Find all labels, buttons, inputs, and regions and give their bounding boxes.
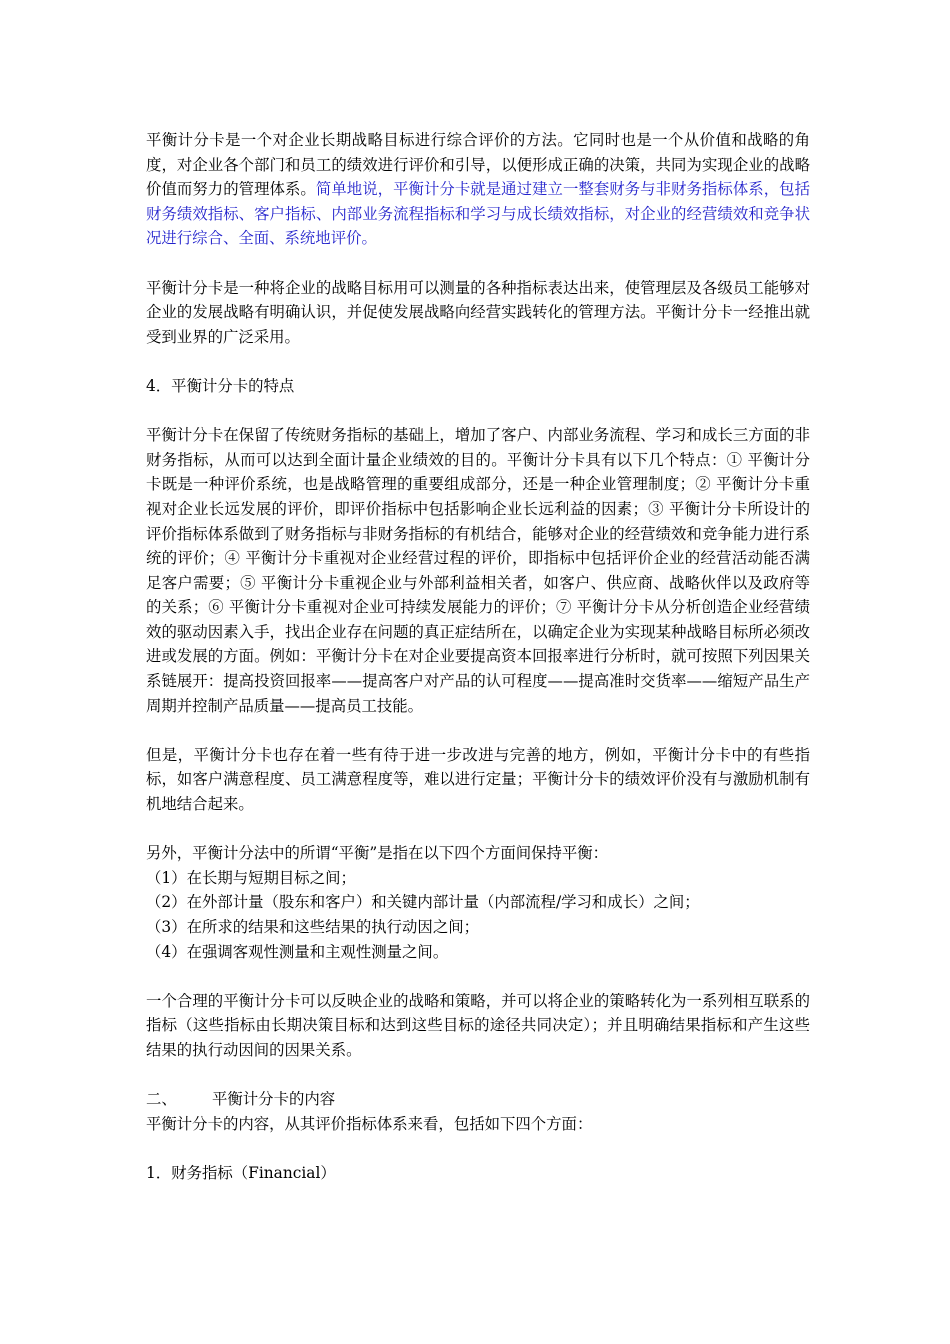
paragraph-gap	[146, 964, 810, 989]
list-item-balance-3: （3）在所求的结果和这些结果的执行动因之间；	[146, 918, 479, 936]
paragraph-gap	[146, 1136, 810, 1161]
heading-features: 4．平衡计分卡的特点	[146, 376, 295, 395]
list-item-balance-1: （1）在长期与短期目标之间；	[146, 868, 356, 887]
paragraph-features: 平衡计分卡在保留了传统财务指标的基础上，增加了客户、内部业务流程、学习和成长三方面的非财务指标，从而可以达到全面计量企业绩效的目的。平衡计分卡具有以下几个特点：① 平衡计分卡既是一种评价系统，也是战略管理的重要组成部分，还是一种企业管理制度；② 平衡计分卡重视对企业长远发展的评价，即评价指标中包括影响企业长远利益的因素；③ 平衡计分卡所设计的评价指标体系做到了财务指标与非财务指标的有机结合，能够对企业的经营绩效和竞争能力进行系统的评价；④ 平衡计分卡重视对企业经营过程的评价，即指标中包括评价企业的经营活动能否满足客户需要；⑤ 平衡计分卡重视企业与外部利益相关者，如客户、供应商、战略伙伴以及政府等的关系；⑥ 平衡计分卡重视对企业可持续发展能力的评价；⑦ 平衡计分卡从分析创造企业经营绩效的驱动因素入手，找出企业存在问题的真正症结所在，以确定企业为实现某种战略目标所必须改进或发展的方面。例如：平衡计分卡在对企业要提高资本回报率进行分析时，就可按照下列因果关系链展开：提高投资回报率——提高客户对产品的认可程度——提高准时交货率——缩短产品生产周期并控制产品质量——提高员工技能。	[146, 426, 810, 715]
paragraph-gap	[146, 399, 810, 424]
paragraph-definition	[146, 128, 810, 251]
paragraph-limitations: 但是，平衡计分卡也存在着一些有待于进一步改进与完善的地方，例如，平衡计分卡中的有些指标，如客户满意程度、员工满意程度等，难以进行定量；平衡计分卡的绩效评价没有与激励机制有机地结合起来。	[146, 745, 810, 814]
section-heading-content	[146, 1087, 810, 1112]
section-number: 二、	[146, 1090, 177, 1109]
paragraph-gap	[146, 718, 810, 743]
paragraph-balance-intro: 另外，平衡计分法中的所谓“平衡”是指在以下四个方面间保持平衡：	[146, 844, 609, 863]
list-item-balance-2: （2）在外部计量（股东和客户）和关键内部计量（内部流程/学习和成长）之间；	[146, 893, 700, 912]
paragraph-reasonable-scorecard: 一个合理的平衡计分卡可以反映企业的战略和策略，并可以将企业的策略转化为一系列相互联系的指标（这些指标由长期决策目标和达到这些目标的途径共同决定）；并且明确结果指标和产生这些结果的执行动因间的因果关系。	[146, 991, 810, 1059]
paragraph-gap	[146, 1063, 810, 1088]
section-title: 平衡计分卡的内容	[212, 1090, 336, 1109]
subheading-financial: 1．财务指标（Financial）	[146, 1163, 336, 1182]
list-item-balance-4: （4）在强调客观性测量和主观性测量之间。	[146, 942, 449, 961]
paragraph-definition-highlight: 简单地说，平衡计分卡就是通过建立一整套财务与非财务指标体系，包括财务绩效指标、客户指标、内部业务流程指标和学习与成长绩效指标，对企业的经营绩效和竞争状况进行综合、全面、系统地评价。	[146, 180, 810, 248]
paragraph-gap	[146, 251, 810, 276]
document-body	[146, 128, 810, 1186]
paragraph-method: 平衡计分卡是一种将企业的战略目标用可以测量的各种指标表达出来，使管理层及各级员工能够对企业的发展战略有明确认识，并促使发展战略向经营实践转化的管理方法。平衡计分卡一经推出就受到业界的广泛采用。	[146, 278, 810, 346]
paragraph-gap	[146, 817, 810, 842]
paragraph-gap	[146, 349, 810, 374]
paragraph-content-intro: 平衡计分卡的内容，从其评价指标体系来看，包括如下四个方面：	[146, 1114, 593, 1133]
paragraph-definition-text: 平衡计分卡是一个对企业长期战略目标进行综合评价的方法。它同时也是一个从价值和战略的角度，对企业各个部门和员工的绩效进行评价和引导，以便形成正确的决策，共同为实现企业的战略价值而努力的管理体系。	[146, 131, 810, 199]
